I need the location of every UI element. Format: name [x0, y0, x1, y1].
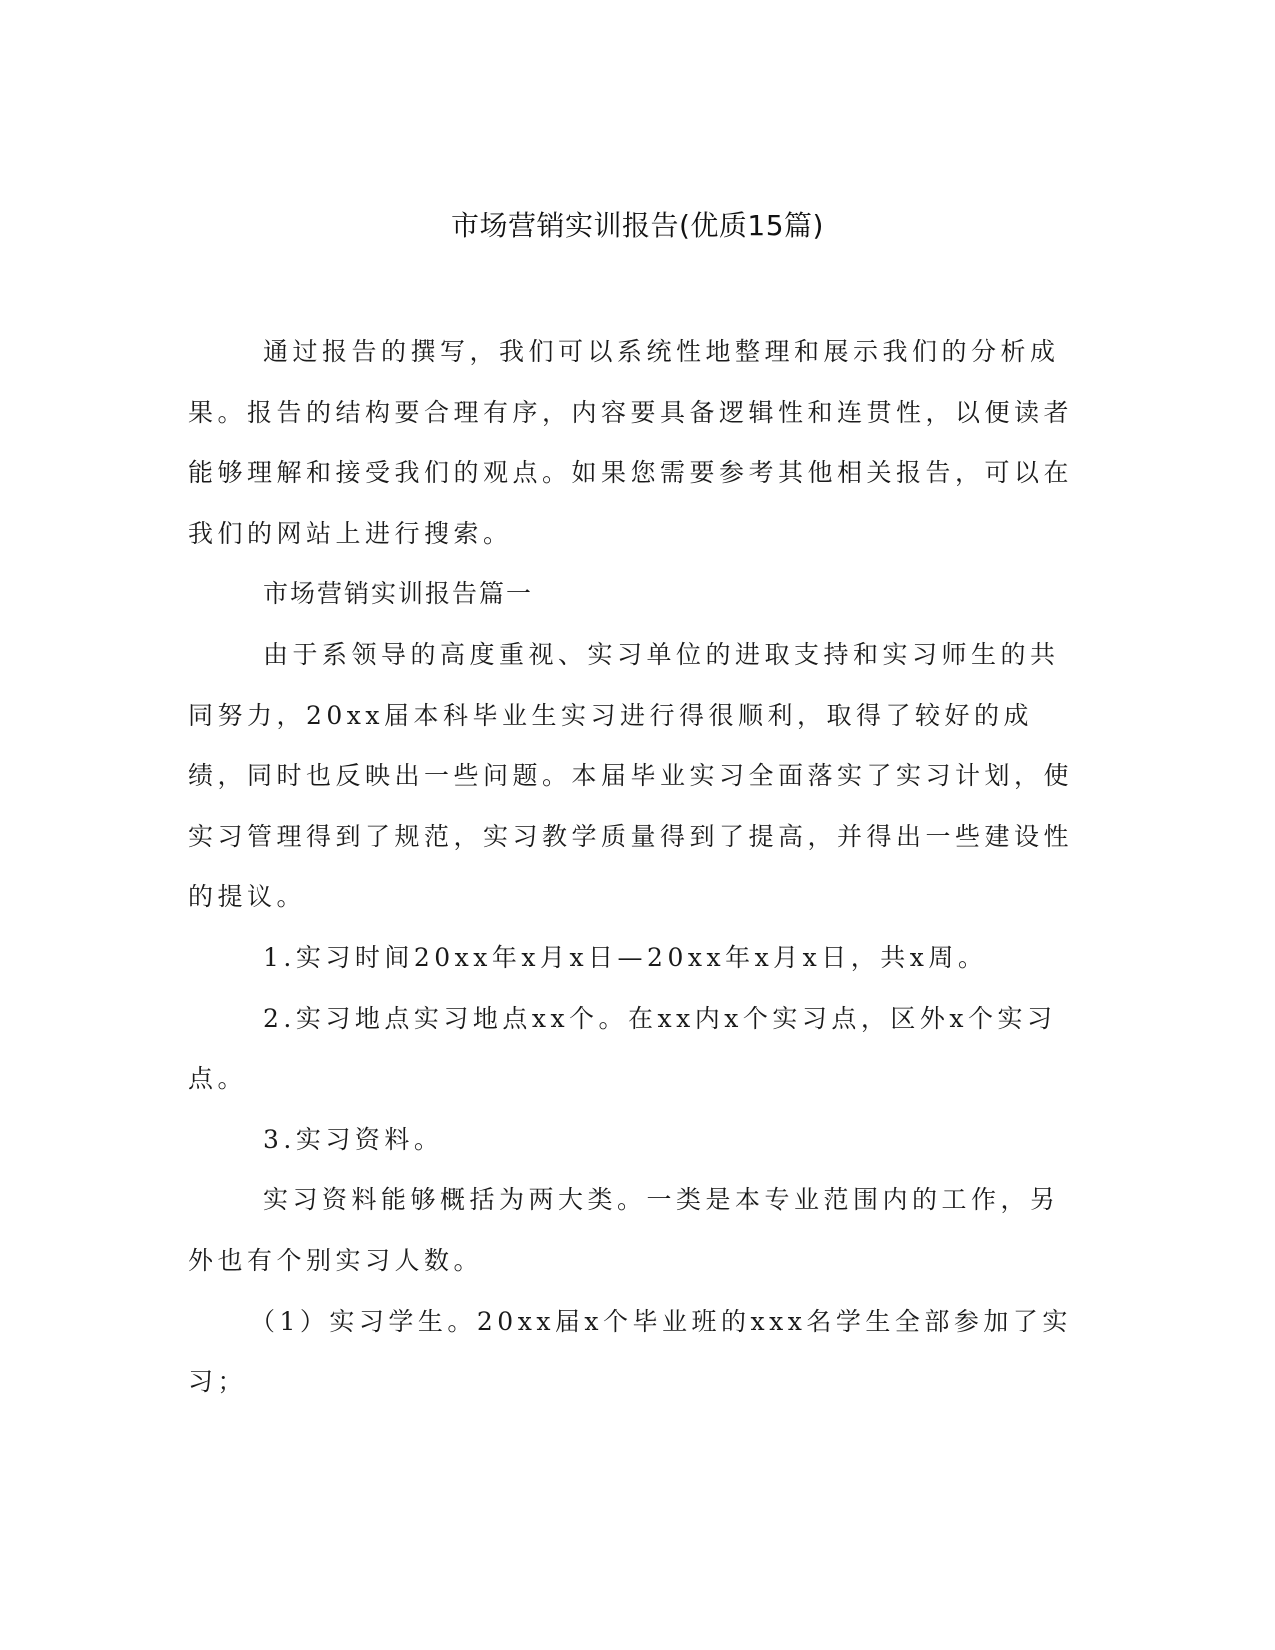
body-paragraph-materials: 实习资料能够概括为两大类。一类是本专业范围内的工作，另外也有个别实习人数。: [188, 1185, 1060, 1275]
intro-paragraph: 通过报告的撰写，我们可以系统性地整理和展示我们的分析成果。报告的结构要合理有序，内容要具备逻辑性和连贯性，以便读者能够理解和接受我们的观点。如果您需要参考其他相关报告，可以在我们的网站上进行搜索。: [188, 337, 1074, 548]
document-title: 市场营销实训报告(优质15篇): [451, 209, 824, 242]
document-body: [188, 322, 1074, 1413]
list-item-students: （1）实习学生。20xx届x个毕业班的xxx名学生全部参加了实习；: [188, 1306, 1072, 1397]
list-item-time: 1.实习时间20xx年x月x日—20xx年x月x日，共x周。: [263, 942, 988, 972]
list-item-materials: 3.实习资料。: [263, 1124, 444, 1154]
list-item-location: 2.实习地点实习地点xx个。在xx内x个实习点，区外x个实习点。: [188, 1003, 1057, 1094]
section-heading: 市场营销实训报告篇一: [263, 579, 534, 609]
body-paragraph: 由于系领导的高度重视、实习单位的进取支持和实习师生的共同努力，20xx届本科毕业生实习进行得很顺利，取得了较好的成绩，同时也反映出一些问题。本届毕业实习全面落实了实习计划，使实习管理得到了规范，实习教学质量得到了提高，并得出一些建设性的提议。: [188, 639, 1074, 912]
